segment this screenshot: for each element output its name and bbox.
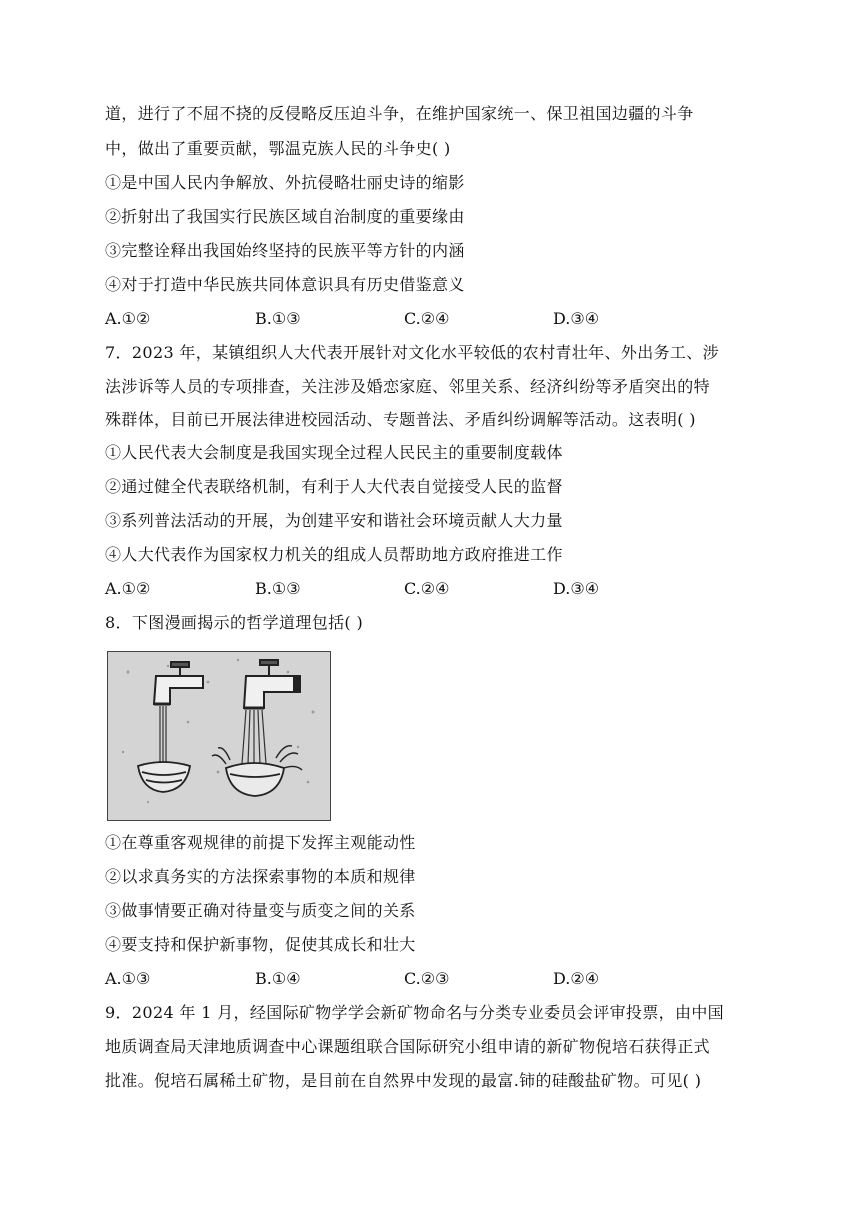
q8-option-a: A.①③ (105, 969, 151, 988)
q6-item-4: ④对于打造中华民族共同体意识具有历史借鉴意义 (105, 275, 465, 294)
q6-option-b: B.①③ (255, 309, 301, 328)
q8-stem: 8．下图漫画揭示的哲学道理包括( ) (105, 613, 364, 632)
q7-stem-line-1: 7．2023 年，某镇组织人大代表开展针对文化水平较低的农村青壮年、外出务工、涉 (105, 343, 719, 362)
q9-stem-line-1: 9．2024 年 1 月，经国际矿物学学会新矿物命名与分类专业委员会评审投票，由中国 (105, 1003, 725, 1022)
q8-option-d: D.②④ (553, 969, 600, 988)
q6-item-3: ③完整诠释出我国始终坚持的民族平等方针的内涵 (105, 241, 465, 260)
q7-option-a: A.①② (105, 579, 151, 598)
q6-stem-line-2: 中，做出了重要贡献，鄂温克族人民的斗争史( ) (105, 139, 451, 158)
q8-item-1: ①在尊重客观规律的前提下发挥主观能动性 (105, 833, 416, 852)
q7-option-b: B.①③ (255, 579, 301, 598)
q7-item-3: ③系列普法活动的开展，为创建平安和谐社会环境贡献人大力量 (105, 511, 563, 530)
q8-option-c: C.②③ (404, 969, 450, 988)
q7-option-c: C.②④ (404, 579, 450, 598)
q7-item-4: ④人大代表作为国家权力机关的组成人员帮助地方政府推进工作 (105, 545, 563, 564)
q8-option-b: B.①④ (255, 969, 301, 988)
q6-item-1: ①是中国人民内争解放、外抗侵略壮丽史诗的缩影 (105, 173, 465, 192)
q6-option-c: C.②④ (404, 309, 450, 328)
q7-item-2: ②通过健全代表联络机制，有利于人大代表自觉接受人民的监督 (105, 477, 563, 496)
q9-stem-line-3: 批准。倪培石属稀土矿物，是目前在自然界中发现的最富.铈的硅酸盐矿物。可见( ) (105, 1071, 702, 1090)
q7-stem-line-3: 殊群体，目前已开展法律进校园活动、专题普法、矛盾纠纷调解等活动。这表明( ) (105, 410, 696, 429)
q8-item-3: ③做事情要正确对待量变与质变之间的关系 (105, 901, 416, 920)
q7-option-d: D.③④ (553, 579, 600, 598)
q6-stem-line-1: 道，进行了不屈不挠的反侵略反压迫斗争，在维护国家统一、保卫祖国边疆的斗争 (105, 104, 694, 123)
faucet-cartoon-illustration (108, 652, 330, 820)
q9-stem-line-2: 地质调查局天津地质调查中心课题组联合国际研究小组申请的新矿物倪培石获得正式 (105, 1037, 710, 1056)
cartoon-figure (107, 651, 331, 821)
q6-option-d: D.③④ (553, 309, 600, 328)
q7-item-1: ①人民代表大会制度是我国实现全过程人民民主的重要制度载体 (105, 443, 563, 462)
q8-item-2: ②以求真务实的方法探索事物的本质和规律 (105, 867, 416, 886)
q7-stem-line-2: 法涉诉等人员的专项排查，关注涉及婚恋家庭、邻里关系、经济纠纷等矛盾突出的特 (105, 377, 710, 396)
q8-item-4: ④要支持和保护新事物，促使其成长和壮大 (105, 935, 416, 954)
q6-item-2: ②折射出了我国实行民族区域自治制度的重要缘由 (105, 207, 465, 226)
q6-option-a: A.①② (105, 309, 151, 328)
